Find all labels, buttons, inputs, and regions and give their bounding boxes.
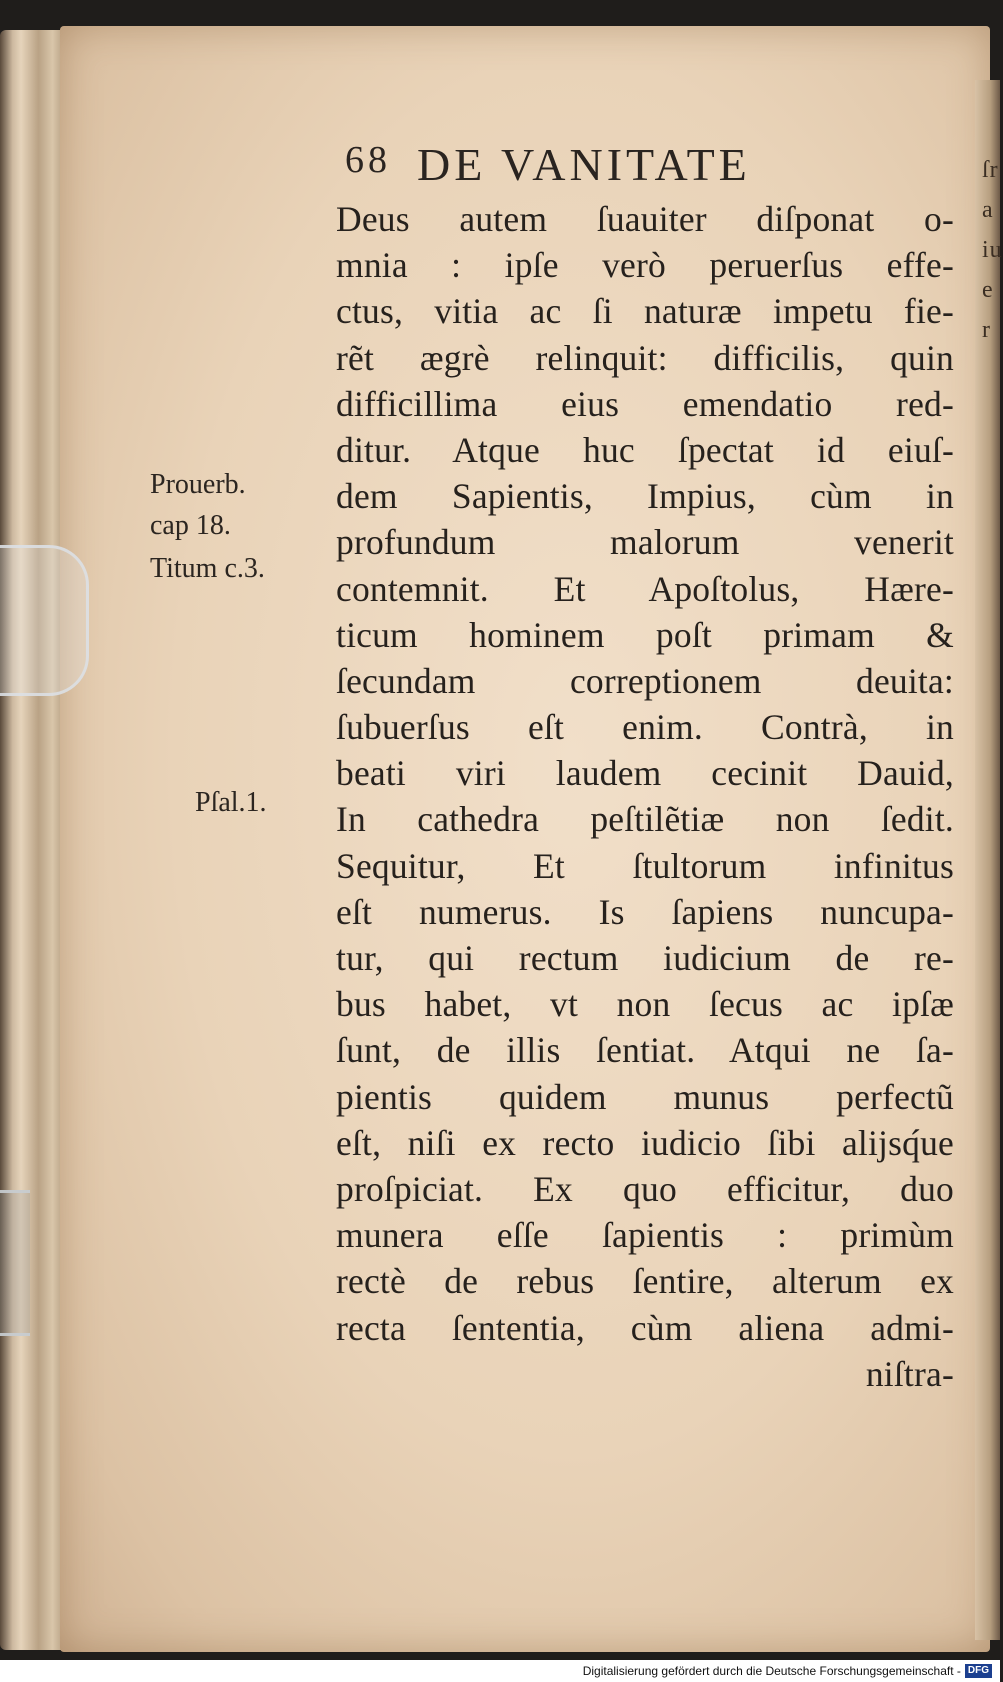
text-line: dem Sapientis, Impius, cùm in bbox=[336, 476, 954, 517]
page-header bbox=[345, 138, 751, 191]
text-line: mnia : ipſe verò peruerſus effe- bbox=[336, 245, 954, 286]
text-line: recta ſententia, cùm aliena admi- bbox=[336, 1307, 954, 1348]
facing-page-letters: ſr a iu e r bbox=[982, 157, 1003, 343]
margin-note-titus: Titum c.3. bbox=[150, 553, 265, 584]
text-line: pientis quidem munus perfectũ bbox=[336, 1076, 954, 1117]
text-line: ditur. Atque huc ſpectat id eiuſ- bbox=[336, 429, 954, 470]
text-line: ſunt, de illis ſentiat. Atqui ne ſa- bbox=[336, 1030, 954, 1071]
dfg-logo: DFG bbox=[965, 1664, 992, 1678]
page-clip-lower bbox=[0, 1190, 30, 1336]
text-line: eſt, niſi ex recto iudicio ſibi alijsq́ue bbox=[336, 1122, 954, 1163]
text-line: bus habet, vt non ſecus ac ipſæ bbox=[336, 984, 954, 1025]
text-line: In cathedra peſtilẽtiæ non ſedit. bbox=[336, 799, 954, 840]
text-line: Deus autem ſuauiter diſponat o- bbox=[336, 199, 954, 239]
text-line: beati viri laudem cecinit Dauid, bbox=[336, 753, 954, 794]
page-number: 68 bbox=[345, 139, 391, 181]
text-line: difficillima eius emendatio red- bbox=[336, 383, 954, 424]
text-line: tur, qui rectum iudicium de re- bbox=[336, 938, 954, 978]
text-line: eſt numerus. Is ſapiens nuncupa- bbox=[336, 891, 954, 932]
digitization-footer bbox=[579, 1662, 996, 1680]
text-line: ctus, vitia ac ſi naturæ impetu fie- bbox=[336, 291, 954, 332]
text-line: profundum malorum venerit bbox=[336, 522, 954, 563]
running-title: DE VANITATE bbox=[417, 139, 751, 190]
margin-note-proverbs-chapter: cap 18. bbox=[150, 510, 231, 541]
text-line: rectè de rebus ſentire, alterum ex bbox=[336, 1261, 954, 1302]
text-line: Sequitur, Et ſtultorum infinitus bbox=[336, 845, 954, 886]
text-line: contemnit. Et Apoſtolus, Hære- bbox=[336, 568, 954, 609]
text-line: rẽt ægrè relinquit: difficilis, quin bbox=[336, 337, 954, 378]
text-line: proſpiciat. Ex quo efficitur, duo bbox=[336, 1168, 954, 1209]
body-text bbox=[336, 196, 954, 1397]
footer-credit: Digitalisierung gefördert durch die Deutsche Forschungsgemeinschaft - bbox=[582, 1664, 961, 1678]
text-line: ſecundam correptionem deuita: bbox=[336, 660, 954, 701]
catchword: niſtra- bbox=[865, 1353, 954, 1394]
text-line: ſubuerſus eſt enim. Contrà, in bbox=[336, 707, 954, 748]
margin-note-psalm: Pſal.1. bbox=[195, 787, 267, 818]
margin-note-proverbs: Prouerb. bbox=[150, 469, 246, 500]
text-line: ticum hominem poſt primam & bbox=[336, 614, 954, 655]
page-clip bbox=[0, 545, 89, 696]
text-line: munera eſſe ſapientis : primùm bbox=[336, 1215, 954, 1256]
